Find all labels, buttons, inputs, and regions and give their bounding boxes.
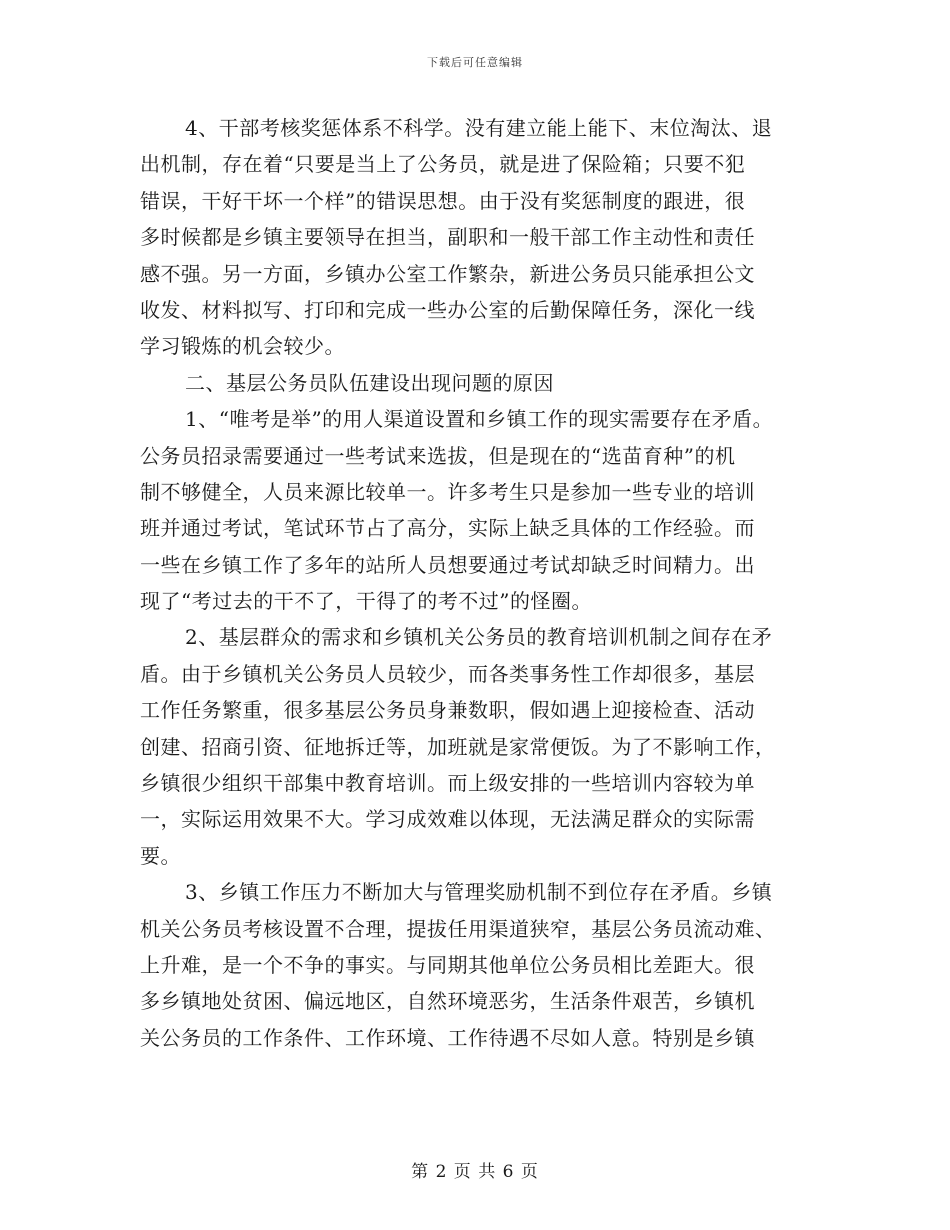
- text-line: 多乡镇地处贫困、偏远地区，自然环境恶劣，生活条件艰苦，乡镇机: [140, 989, 755, 1014]
- text-line: 4、干部考核奖惩体系不科学。没有建立能上能下、末位淘汰、退: [185, 116, 773, 140]
- text-line: 一些在乡镇工作了多年的站所人员想要通过考试却缺乏时间精力。出: [140, 552, 755, 577]
- text-line: 班并通过考试，笔试环节占了高分，实际上缺乏具体的工作经验。而: [140, 516, 755, 541]
- text-line: 创建、招商引资、征地拆迁等，加班就是家常便饭。为了不影响工作，: [140, 734, 776, 759]
- text-line: 制不够健全，人员来源比较单一。许多考生只是参加一些专业的培训: [140, 479, 755, 504]
- text-line: 感不强。另一方面，乡镇办公室工作繁杂，新进公务员只能承担公文: [140, 261, 755, 286]
- text-line: 出机制，存在着“只要是当上了公务员，就是进了保险箱；只要不犯: [140, 152, 746, 177]
- text-line: 一，实际运用效果不大。学习成效难以体现，无法满足群众的实际需: [140, 807, 755, 832]
- text-line: 乡镇很少组织干部集中教育培训。而上级安排的一些培训内容较为单: [140, 771, 755, 796]
- text-line: 1、“唯考是举”的用人渠道设置和乡镇工作的现实需要存在矛盾。: [185, 407, 774, 432]
- text-line: 上升难，是一个不争的事实。与同期其他单位公务员相比差距大。很: [140, 952, 755, 977]
- text-line: 多时候都是乡镇主要领导在担当，副职和一般干部工作主动性和责任: [140, 225, 755, 250]
- document-body: [140, 110, 815, 1056]
- text-line: 2、基层群众的需求和乡镇机关公务员的教育培训机制之间存在矛: [185, 625, 773, 650]
- text-line: 机关公务员考核设置不合理，提拔任用渠道狭窄，基层公务员流动难、: [140, 916, 776, 941]
- text-line: 公务员招录需要通过一些考试来选拔，但是现在的“选苗育种”的机: [140, 443, 736, 468]
- text-line: 关公务员的工作条件、工作环境、工作待遇不尽如人意。特别是乡镇: [140, 1025, 755, 1050]
- text-line: 现了“考过去的干不了，干得了的考不过”的怪圈。: [140, 589, 592, 614]
- text-line: 二、基层公务员队伍建设出现问题的原因: [185, 370, 554, 395]
- text-line: 3、乡镇工作压力不断加大与管理奖励机制不到位存在矛盾。乡镇: [185, 880, 773, 905]
- text-line: 收发、材料拟写、打印和完成一些办公室的后勤保障任务，深化一线: [140, 297, 755, 322]
- text-line: 盾。由于乡镇机关公务员人员较少，而各类事务性工作却很多，基层: [140, 661, 755, 686]
- page-header: 下载后可任意编辑: [427, 56, 523, 69]
- page-number: 第 2 页 共 6 页: [411, 1162, 539, 1182]
- text-line: 要。: [140, 843, 181, 868]
- text-line: 学习锻炼的机会较少。: [140, 334, 345, 359]
- text-line: 错误，干好干坏一个样”的错误思想。由于没有奖惩制度的跟进，很: [140, 188, 746, 213]
- text-line: 工作任务繁重，很多基层公务员身兼数职，假如遇上迎接检查、活动: [140, 698, 755, 723]
